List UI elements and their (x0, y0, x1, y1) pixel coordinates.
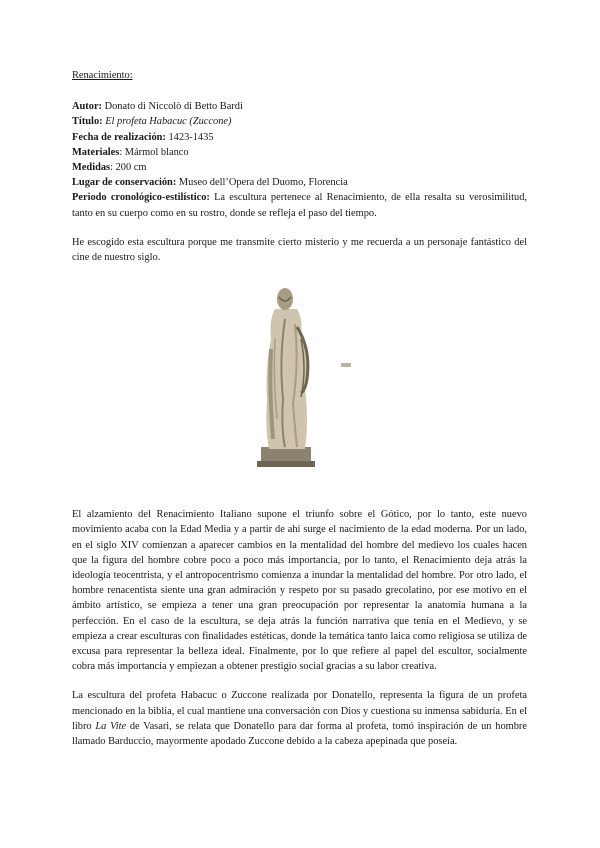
field-periodo-value: La escultura pertenece al Renacimiento, de ella resalta su verosimilitud, tanto en su cuerpo como en su rostro, donde se refleja el paso del tiempo. (72, 192, 527, 219)
paragraph-choice: He escogido esta escultura porque me transmite cierto misterio y me recuerda a un personaje fantástico del cine de nuestro siglo. (72, 236, 527, 264)
field-materiales (72, 145, 527, 160)
field-periodo (72, 190, 527, 220)
field-periodo-label: Periodo cronológico-estilístico: (72, 192, 210, 204)
field-lugar (72, 175, 527, 190)
sculpture-head (277, 288, 293, 310)
section-heading: Renacimiento: (72, 70, 133, 81)
field-autor-label: Autor: (72, 101, 103, 113)
photo-scale-marker (341, 363, 351, 367)
field-medidas (72, 160, 527, 175)
paragraph-context: El alzamiento del Renacimiento Italiano supone el triunfo sobre el Gótico, por lo tanto, este nuevo movimiento acaba con la Edad Media y a partir de ahí surge el nacimiento de la edad moderna. Por un lado, en el siglo XIV comienzan a aparecer cambios en la mentalidad del hombre del medievo los cuales hacen que la figura del hombre cobre poco a poco más importancia, por lo tanto, el Renacimiento deja atrás la ideología teocentrista, y el antropocentrismo comienza a inundar la mentalidad del hombre. Por otro lado, el hombre renacentista siente una gran admiración y respeto por su pasado grecolatino, por ese motivo en el ámbito artístico, se empieza a tener una gran preocupación por representar la anatomía humana a la perfección. En el caso de la escultura, se deja atrás la función narrativa que tenía en el Medievo, y se empieza a crear esculturas con finalidades estéticas, donde la temática tanto laica como religiosa se utiliza de excusa para representar la belleza ideal. Finalmente, por lo que refiere al papel del escultor, socialmente cobra más importancia y empiezan a obtener prestigio social gracias a su labor creativa. (72, 509, 527, 673)
field-titulo-label: Título: (72, 116, 103, 128)
field-lugar-label: Lugar de conservación: (72, 177, 177, 189)
paragraph-work (72, 688, 527, 749)
field-medidas-label: Medidas (72, 162, 111, 174)
field-medidas-value: : 200 cm (110, 162, 147, 174)
paragraph-work-before: La escultura del profeta Habacuc o Zuccone realizada por Donatello, representa la figura de un profeta mencionado en la biblia, el cual mantiene una conversación con Dios y cuestiona su inmensa sabiduría. En el libro (72, 690, 527, 732)
field-fecha-label: Fecha de realización: (72, 131, 166, 143)
field-materiales-value: : Mármol blanco (119, 146, 189, 158)
sculpture-plinth (261, 447, 311, 463)
field-autor-value: Donato di Niccolò di Betto Bardi (102, 101, 243, 113)
field-lugar-value: Museo dell’Opera del Duomo, Florencia (176, 177, 348, 189)
field-fecha-value: 1423-1435 (165, 131, 214, 143)
book-title: La Vite (95, 720, 127, 732)
field-titulo (72, 114, 527, 129)
field-titulo-value: El profeta Habacuc (Zuccone) (102, 116, 232, 128)
paragraph-work-after: de Vasari, se relata que Donatello para dar forma al profeta, tomó inspiración de un hombre llamado Barduccio, mayormente apodado Zuccone debido a la cabeza apepinada que poseía. (72, 720, 527, 748)
field-autor (72, 99, 527, 114)
sculpture-photo (245, 279, 331, 469)
field-materiales-label: Materiales (72, 146, 120, 158)
field-fecha (72, 130, 527, 145)
sculpture-image (245, 279, 331, 469)
document-page (72, 68, 527, 749)
